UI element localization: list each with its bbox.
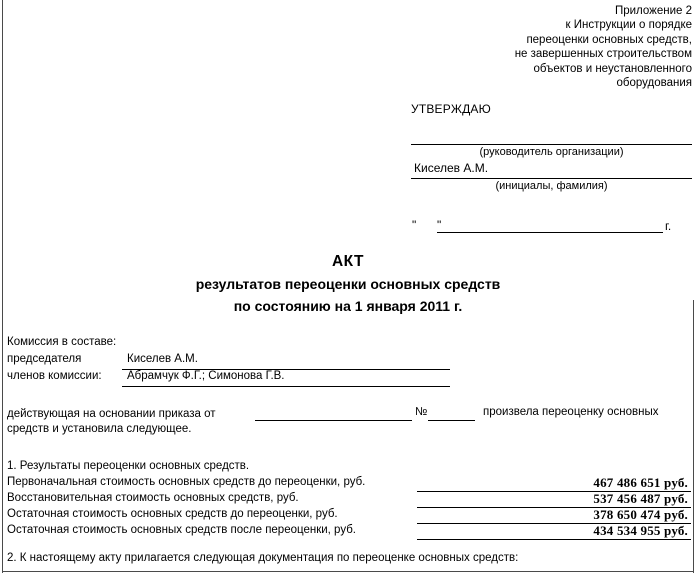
approval-org-caption: (руководитель организации) <box>479 146 624 158</box>
appendix-reference-block <box>376 4 692 90</box>
commission-intro-label: Комиссия в составе: <box>7 336 117 348</box>
appendix-line-4: не завершенных строительством <box>514 48 692 61</box>
acting-basis-suffix: произвела переоценку основных <box>483 406 659 418</box>
result-value-residual-before: 378 650 474 руб. <box>593 507 688 522</box>
result-value-initial-before: 467 486 651 руб. <box>593 475 688 490</box>
commission-chairman-row <box>7 351 198 368</box>
acting-order-date-rule <box>255 420 412 421</box>
approval-date-quote-close: " <box>437 218 442 232</box>
approval-date-year-suffix: г. <box>665 219 672 233</box>
table-row <box>7 476 691 492</box>
approval-org-rule <box>411 144 692 145</box>
commission-intro-row <box>7 334 116 351</box>
result-label-initial-before: Первоначальная стоимость основных средств до переоценки, руб. <box>7 476 366 488</box>
page-border-bottom <box>2 571 693 572</box>
result-label-replacement: Восстановительная стоимость основных средств, руб. <box>7 492 299 504</box>
appendix-line-6: оборудования <box>616 77 692 90</box>
commission-chairman-value: Киселев А.М. <box>127 353 198 365</box>
commission-members-row <box>7 368 285 385</box>
approval-signer-name: Киселев А.М. <box>414 161 489 175</box>
result-value-residual-after: 434 534 955 руб. <box>593 523 688 538</box>
approval-date-rule <box>437 232 663 233</box>
table-row <box>7 508 691 524</box>
commission-chairman-rule <box>122 369 450 370</box>
document-title-akt: АКТ <box>331 253 364 270</box>
results-section-heading: 1. Результаты переоценки основных средств. <box>7 460 250 472</box>
table-row <box>7 524 691 540</box>
approval-name-rule <box>411 178 692 179</box>
acting-basis-line2: средств и установила следующее. <box>7 423 192 435</box>
result-value-replacement: 537 456 487 руб. <box>593 491 688 506</box>
appendix-line-1: Приложение 2 <box>614 5 692 17</box>
acting-order-number-rule <box>428 420 475 421</box>
result-rule-4 <box>417 539 691 540</box>
appendix-line-2: к Инструкции о порядке <box>565 19 692 32</box>
appendix-line-5: объектов и неустановленного <box>533 62 692 75</box>
commission-chairman-label: председателя <box>7 353 82 365</box>
commission-members-value: Абрамчук Ф.Г.; Симонова Г.В. <box>127 370 285 382</box>
result-label-residual-after: Остаточная стоимость основных средств после переоценки, руб. <box>7 524 356 536</box>
attachments-note: 2. К настоящему акту прилагается следующая документация по переоценке основных средств: <box>7 552 519 564</box>
commission-members-label: членов комиссии: <box>7 370 102 382</box>
acting-order-number-symbol: № <box>415 406 428 418</box>
document-title-subtitle-2: по состоянию на 1 января 2011 г. <box>233 298 463 314</box>
acting-basis-prefix: действующая на основании приказа от <box>7 408 216 420</box>
approval-label: УТВЕРЖДАЮ <box>411 102 491 116</box>
commission-members-rule <box>122 386 450 387</box>
result-label-residual-before: Остаточная стоимость основных средств до переоценки, руб. <box>7 508 338 520</box>
document-title-block <box>0 251 696 317</box>
page-border-right <box>693 300 694 573</box>
table-row <box>7 492 691 508</box>
commission-block <box>7 334 285 385</box>
approval-date-quote-open: " <box>412 218 417 232</box>
appendix-line-3: переоценки основных средств, <box>526 33 692 46</box>
document-title-subtitle-1: результатов переоценки основных средств <box>195 276 501 292</box>
approval-name-caption: (инициалы, фамилия) <box>495 180 608 192</box>
